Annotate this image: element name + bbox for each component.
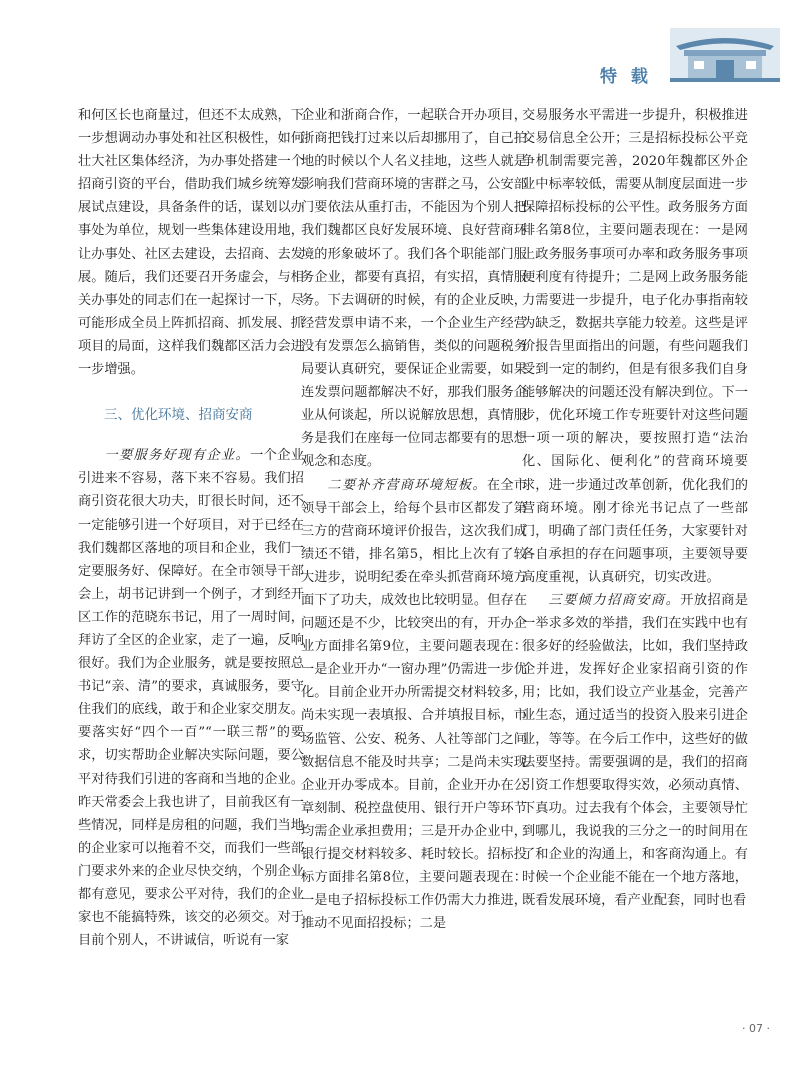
column-3 <box>522 104 748 912</box>
paragraph <box>301 474 527 936</box>
paragraph-body: 在全市领导干部会上，给每个县市区都发了第三方的营商环境评价报告，这次我们成绩还不错，排名第5，相比上次有了较大进步，说明纪委在牵头抓营商环境方面下了功夫，成效也比较明显。但存在问题还是不少，比较突出的有，开办企业方面排名第9位，主要问题表现在：一是企业开办“一窗办理”仍需进一步优化。目前企业开办所需提交材料较多，尚未实现一表填报、合并填报目标，市场监管、公安、税务、人社等部门之间数据信息不能及时共享；二是尚未实现企业开办零成本。目前，企业开办在公章刻制、税控盘使用、银行开户等环节均需企业承担费用；三是开办企业中，银行提交材料较多、耗时较长。招标投标方面排名第8位，主要问题表现在：一是电子招标投标工作仍需大力推进，推动不见面招投标；二是 <box>301 477 528 932</box>
paragraph <box>78 444 304 952</box>
paragraph-lead: 一要服务好现有企业。 <box>104 448 251 464</box>
paragraph-lead: 三要倾力招商安商。 <box>548 592 681 608</box>
paragraph: 交易服务水平需进一步提升，积极推进交易信息全公开；三是招标投标公平竞争机制需要完善，2020年魏都区外企业中标率较低，需要从制度层面进一步保障招标投标的公平性。政务服务方面排名第8位，主要问题表现在：一是网上政务服务事项可办率和政务服务事项便利度有待提升；二是网上政务服务能力需要进一步提升，电子化办事指南较为缺乏，数据共享能力较差。这些是评价报告里面指出的问题，有些问题我们受到一定的制约，但是有很多我们自身能够解决的问题还没有解决到位。下一步，优化环境工作专班要针对这些问题一项一项的解决，要按照打造“法治化、国际化、便利化”的营商环境要求，进一步通过改革创新，优化我们的营商环境。刚才徐光书记点了一些部门，明确了部门责任任务，大家要针对各自承担的存在问题事项，主要领导要高度重视，认真研究，切实改进。 <box>522 108 748 585</box>
paragraph: 和何区长也商量过，但还不太成熟，下一步想调动办事处和社区积极性，如何壮大社区集体经济，为办事处搭建一个招商引资的平台，借助我们城乡统筹发展试点建设，具备条件的话，谋划以办事处为单位，规划一些集体建设用地，让办事处、社区去建设，去招商、去发展。随后，我们还要召开务虚会，与相关办事处的同志们在一起探讨一下，尽可能形成全员上阵抓招商、抓发展、抓项目的局面，这样我们魏都区活力会进一步增强。 <box>78 108 304 378</box>
paragraph-body: 开放招商是一举求多效的举措，我们在实践中也有很多好的经验做法，比如，我们坚持政企并进，发挥好企业家招商引资的作用；比如，我们设立产业基金，完善产业生态，通过适当的投资入股来引进企业，等等。在今后工作中，这些好的做法要坚持。需要强调的是，我们的招商引资工作想要取得实效，必须动真情、下真功。过去我有个体会，主要领导忙到哪儿，我说我的三分之一的时间用在了和企业的沟通上，和客商沟通上。有时候一个企业能不能在一个地方落地，既看发展环境，看产业配套，同时也看 <box>522 592 749 909</box>
paragraph <box>522 589 748 912</box>
section-heading: 三、优化环境、招商安商 <box>104 407 253 424</box>
section-label: 特 载 <box>600 67 652 87</box>
paragraph: 企业和浙商合作，一起联合开办项目，浙商把钱打过来以后却挪用了，自己拍地的时候以个人名义挂地，这些人就是影响我们营商环境的害群之马，公安部门要依法从重打击，不能因为个别人把我们魏都区良好发展环境、良好营商环境的形象破坏了。我们各个职能部门服务企业，都要有真招，有实招，真情服务。下去调研的时候，有的企业反映，经营发票申请不来，一个企业生产经营没有发票怎么搞销售，类似的问题税务局要认真研究，要保证企业需要，如果连发票问题都解决不好，那我们服务企业从何谈起，所以说解放思想，真情服务是我们在座每一位同志都要有的思想观念和态度。 <box>301 108 527 470</box>
column-2 <box>301 104 527 935</box>
column-1 <box>78 104 304 952</box>
paragraph-lead: 二要补齐营商环境短板。 <box>327 477 487 493</box>
city-gate-illustration-icon <box>670 28 780 82</box>
page-number: · 07 · <box>742 1022 770 1035</box>
paragraph-body: 一个企业引进来不容易，落下来不容易。我们招商引资花很大功夫，盯很长时间，还不一定能够引进一个好项目，对于已经在我们魏都区落地的项目和企业，我们一定要服务好、保障好。在全市领导干部会上，胡书记讲到一个例子，才到经开区工作的范晓东书记，用了一周时间，拜访了全区的企业家，走了一遍，反响很好。我们为企业服务，就是要按照总书记“亲、清”的要求，真诚服务，要守住我们的底线，敢于和企业家交朋友。要落实好“四个一百”“一联三帮”的要求，切实帮助企业解决实际问题，要公平对待我们引进的客商和当地的企业。昨天常委会上我也讲了，目前我区有一些情况，同样是房租的问题，我们当地的企业家可以拖着不交，而我们一些部门要求外来的企业尽快交纳，个别企业都有意见，要求公平对待，我们的企业家也不能搞特殊，该交的必须交。对于目前个别人，不讲诚信，听说有一家 <box>78 448 305 949</box>
page-header <box>600 28 780 87</box>
